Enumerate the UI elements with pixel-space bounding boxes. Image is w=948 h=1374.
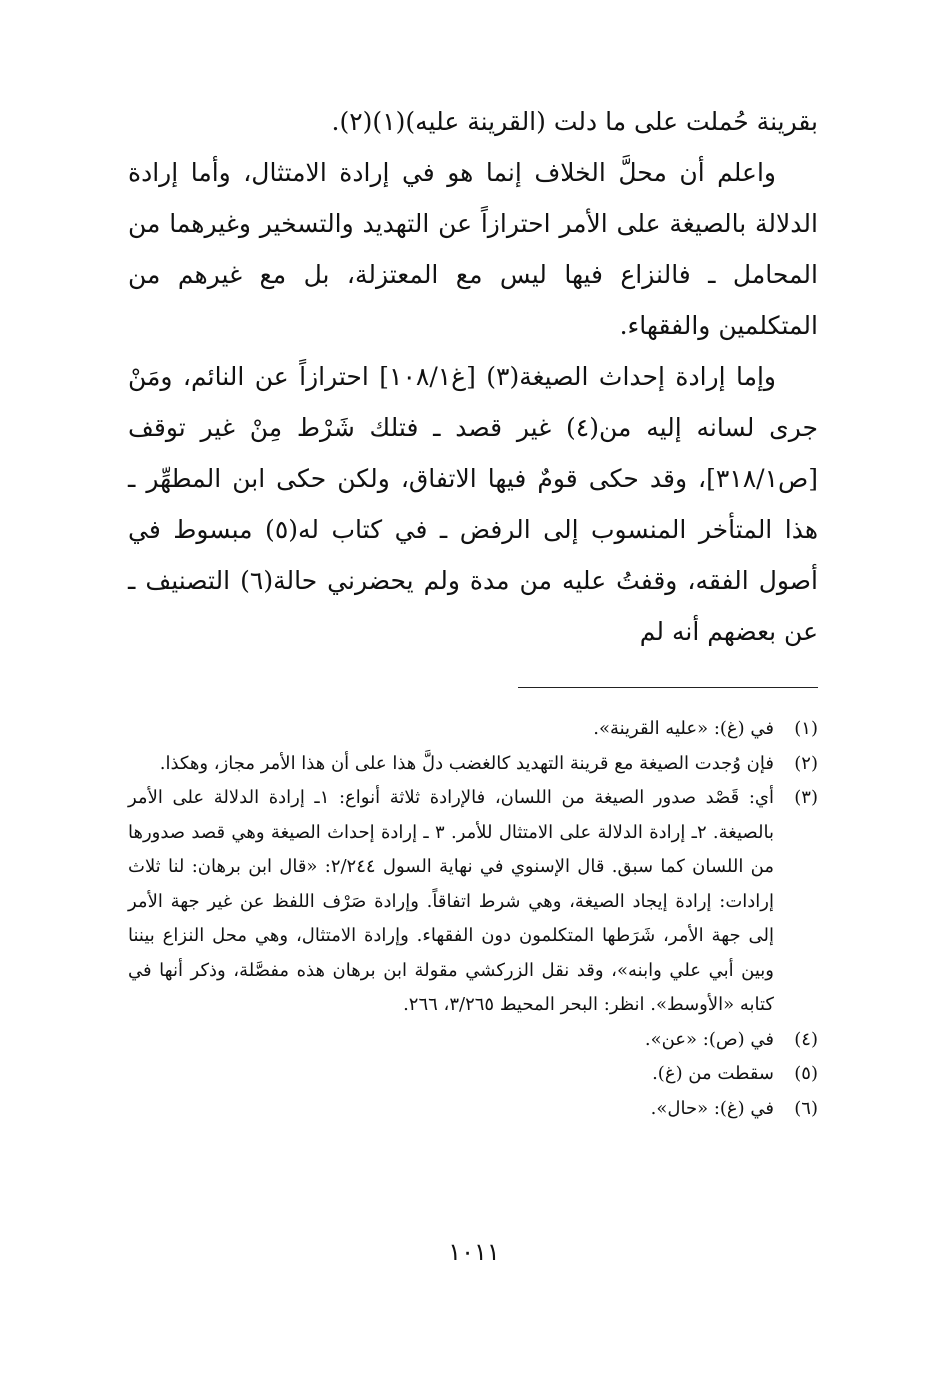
footnote-text: فإن وُجدت الصيغة مع قرينة التهديد كالغضب دلَّ هذا على أن هذا الأمر مجاز، وهكذا. [159, 752, 774, 774]
footnote-3 [128, 781, 818, 1023]
paragraph-disagreement-scope: واعلم أن محلَّ الخلاف إنما هو في إرادة الامتثال، وأما إرادة الدلالة بالصيغة على الأمر احترازاً عن التهديد والتسخير وغيرهما من المحامل ـ فالنزاع فيها ليس مع المعتزلة، بل مع غيرهم من المتكلمين والفقهاء. [128, 158, 818, 340]
paragraph-continuation: بقرينة حُملت على ما دلت (القرينة عليه)(١)(٢). [331, 107, 818, 136]
footnote-text: أي: قَصْد صدور الصيغة من اللسان، فالإرادة ثلاثة أنواع: ١ـ إرادة الدلالة على الأمر بالصيغة. ٢ـ إرادة الدلالة على الامتثال للأمر. ٣ ـ إرادة إحداث الصيغة وهي قصد صدورها من اللسان كما سبق. قال الإسنوي في نهاية السول ٢/٢٤٤: «قال ابن برهان: لنا ثلاث إرادات: إرادة إيجاد الصيغة، وهي شرط اتفاقاً. وإرادة صَرْف اللفظ عن غير جهة الأمر إلى جهة الأمر، شَرَطها المتكلمون دون الفقهاء. وإرادة الامتثال، وهي محل النزاع بيننا وبين أبي علي وابنه»، وقد نقل الزركشي مقولة ابن برهان هذه مفصَّلة، وذكر أنها في كتابه «الأوسط». انظر: البحر المحيط ٣/٢٦٥، ٢٦٦. [128, 787, 775, 1015]
footnote-6 [128, 1092, 818, 1127]
footnote-separator [518, 687, 818, 688]
footnote-number: (٦) [794, 1097, 818, 1119]
footnote-number: (٤) [794, 1028, 818, 1050]
paragraph-form-intention: وإما إرادة إحداث الصيغة(٣) [غ١٠٨/١] احترازاً عن النائم، ومَنْ جرى لسانه إليه من(٤) غير قصد ـ فتلك شَرْط مِنْ غير توقف [ص٣١٨/١]، وقد حكى قومٌ فيها الاتفاق، ولكن حكى ابن المطهِّر ـ هذا المتأخر المنسوب إلى الرفض ـ في كتاب له(٥) مبسوط في أصول الفقه، وقفتُ عليه من مدة ولم يحضرني حالة(٦) التصنيف ـ عن بعضهم أنه لم [128, 362, 818, 646]
footnote-number: (١) [794, 718, 818, 739]
footnote-4 [128, 1023, 818, 1058]
footnote-5 [128, 1057, 818, 1092]
page-number: ١٠١١ [448, 1238, 500, 1266]
footnote-number: (٢) [794, 752, 818, 774]
footnote-text: في (غ): «حال». [650, 1097, 774, 1119]
footnote-number: (٥) [794, 1063, 818, 1084]
footnote-1 [128, 712, 818, 747]
page-content [128, 96, 818, 1126]
footnote-text: سقطت من (غ). [652, 1063, 774, 1084]
footnote-number: (٣) [794, 787, 818, 808]
footnote-text: في (غ): «عليه القرينة». [593, 718, 774, 739]
footnote-2 [128, 747, 818, 782]
main-text [128, 96, 818, 657]
footnote-text: في (ص): «عن». [644, 1028, 774, 1050]
footnotes [128, 712, 818, 1126]
footnote-separator-wrap [128, 657, 818, 712]
